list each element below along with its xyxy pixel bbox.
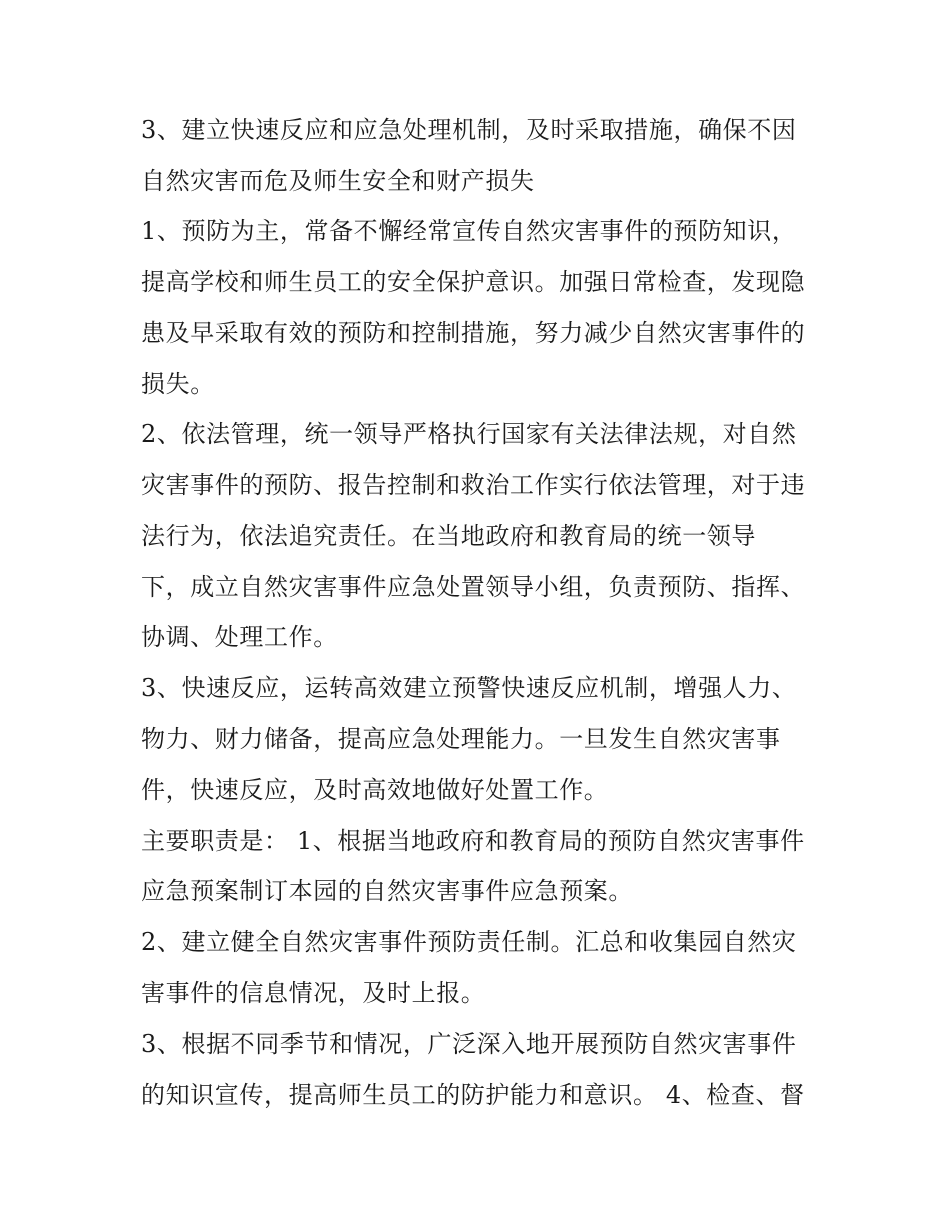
text-line: 协调、处理工作。	[141, 623, 338, 651]
text-line: 件，快速反应，及时高效地做好处置工作。	[141, 776, 609, 804]
text-line: 2、建立健全自然灾害事件预防责任制。汇总和收集园自然灾	[141, 928, 797, 956]
text-line: 患及早采取有效的预防和控制措施，努力减少自然灾害事件的	[141, 319, 806, 347]
text-line: 灾害事件的预防、报告控制和救治工作实行依法管理，对于违	[141, 471, 806, 499]
text-line: 害事件的信息情况，及时上报。	[141, 979, 486, 1007]
text-line: 主要职责是： 1、根据当地政府和教育局的预防自然灾害事件	[141, 827, 805, 855]
text-line: 3、根据不同季节和情况，广泛深入地开展预防自然灾害事件	[141, 1030, 797, 1058]
text-line: 的知识宣传，提高师生员工的防护能力和意识。 4、检查、督	[141, 1081, 805, 1109]
text-line: 提高学校和师生员工的安全保护意识。加强日常检查，发现隐	[141, 268, 806, 296]
text-line: 自然灾害而危及师生安全和财产损失	[141, 167, 535, 195]
text-line: 损失。	[141, 370, 215, 398]
text-line: 1、预防为主，常备不懈经常宣传自然灾害事件的预防知识，	[141, 217, 797, 245]
text-line: 3、建立快速反应和应急处理机制，及时采取措施，确保不因	[141, 116, 797, 144]
text-line: 3、快速反应，运转高效建立预警快速反应机制，增强人力、	[141, 674, 797, 702]
text-line: 下，成立自然灾害事件应急处置领导小组，负责预防、指挥、	[141, 573, 806, 601]
text-line: 应急预案制订本园的自然灾害事件应急预案。	[141, 877, 633, 905]
text-line: 物力、财力储备，提高应急处理能力。一旦发生自然灾害事	[141, 725, 781, 753]
text-line: 法行为，依法追究责任。在当地政府和教育局的统一领导	[141, 522, 756, 550]
text-line: 2、依法管理，统一领导严格执行国家有关法律法规，对自然	[141, 420, 797, 448]
